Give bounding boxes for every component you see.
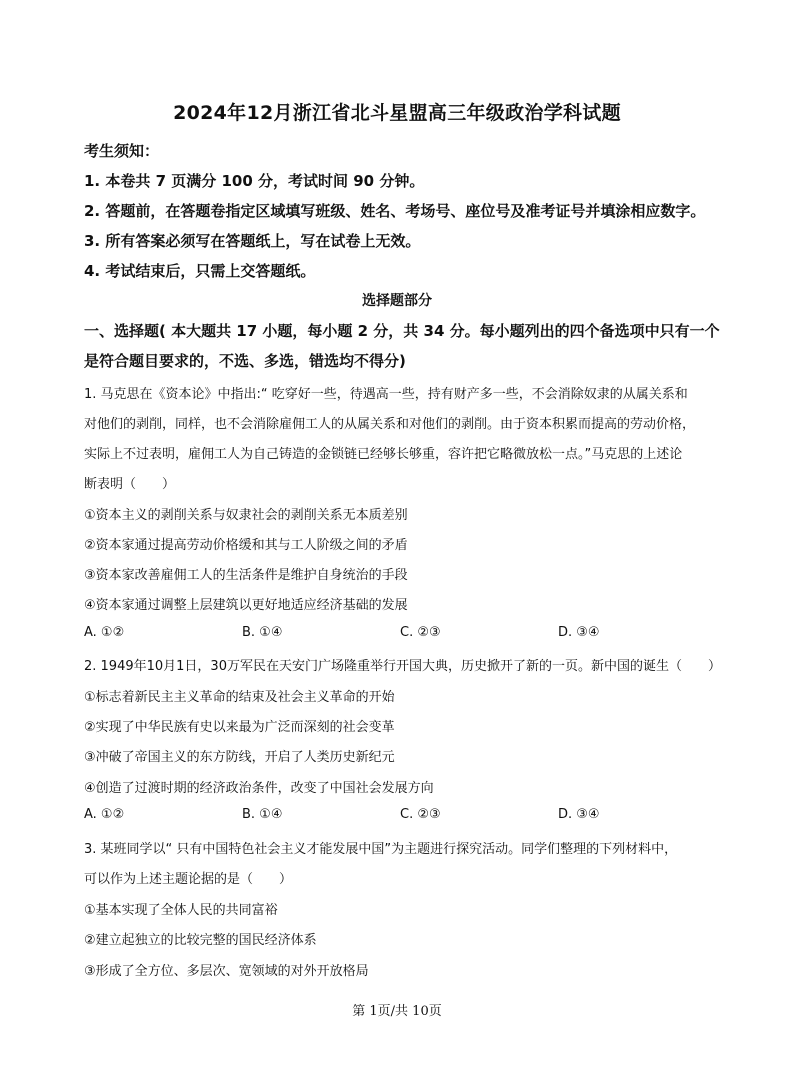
answer-option: D. ③④ [558,807,600,822]
question-statement: ③冲破了帝国主义的东方防线，开启了人类历史新纪元 [84,750,395,765]
question-statement: ②资本家通过提高劳动价格缓和其与工人阶级之间的矛盾 [84,538,408,553]
page-footer: 第 1页/共 10页 [352,1004,442,1019]
question-stem: 2. 1949年10月1日，30万军民在天安门广场隆重举行开国大典，历史掀开了新的一页。新中国的诞生（ ） [84,659,721,674]
notice-item: 4. 考试结束后，只需上交答题纸。 [84,262,316,280]
answer-option: D. ③④ [558,625,600,640]
question-statement: ①标志着新民主主义革命的结束及社会主义革命的开始 [84,690,395,705]
question-stem: 实际上不过表明，雇佣工人为自己铸造的金锁链已经够长够重，容许把它略微放松一点。”马克思的上述论 [84,447,683,462]
question-stem: 1. 马克思在《资本论》中指出:“ 吃穿好一些，待遇高一些，持有财产多一些，不会消除奴隶的从属关系和 [84,387,688,402]
answer-option: C. ②③ [400,625,441,640]
question-statement: ③形成了全方位、多层次、宽领域的对外开放格局 [84,964,369,979]
question-statement: ③资本家改善雇佣工人的生活条件是维护自身统治的手段 [84,568,408,583]
question-statement: ④创造了过渡时期的经济政治条件，改变了中国社会发展方向 [84,781,434,796]
answer-option: C. ②③ [400,807,441,822]
notice-item: 2. 答题前，在答题卷指定区域填写班级、姓名、考场号、座位号及准考证号并填涂相应数字。 [84,202,706,220]
question-statement: ①基本实现了全体人民的共同富裕 [84,903,278,918]
part-instructions: 是符合题目要求的，不选、多选，错选均不得分) [84,352,406,370]
answer-option: A. ①② [84,807,125,822]
answer-option: B. ①④ [242,625,283,640]
question-statement: ②实现了中华民族有史以来最为广泛而深刻的社会变革 [84,720,395,735]
section-title: 选择题部分 [362,293,432,309]
answer-option: A. ①② [84,625,125,640]
notice-heading: 考生须知： [84,142,160,160]
answer-option: B. ①④ [242,807,283,822]
notice-item: 3. 所有答案必须写在答题纸上，写在试卷上无效。 [84,232,421,250]
part-instructions: 一、选择题( 本大题共 17 小题，每小题 2 分，共 34 分。每小题列出的四个备选项中只有一个 [84,322,720,340]
notice-item: 1. 本卷共 7 页满分 100 分，考试时间 90 分钟。 [84,172,425,190]
question-stem: 对他们的剥削，同样，也不会消除雇佣工人的从属关系和对他们的剥削。由于资本积累而提高的劳动价格， [84,417,696,432]
question-stem: 断表明（ ） [84,477,176,492]
question-statement: ②建立起独立的比较完整的国民经济体系 [84,933,317,948]
question-stem: 3. 某班同学以“ 只有中国特色社会主义才能发展中国”为主题进行探究活动。同学们整理的下列材料中， [84,842,678,857]
page-title: 2024年12月浙江省北斗星盟高三年级政治学科试题 [173,102,621,124]
question-statement: ①资本主义的剥削关系与奴隶社会的剥削关系无本质差别 [84,508,408,523]
question-stem: 可以作为上述主题论据的是（ ） [84,872,293,887]
question-statement: ④资本家通过调整上层建筑以更好地适应经济基础的发展 [84,598,408,613]
